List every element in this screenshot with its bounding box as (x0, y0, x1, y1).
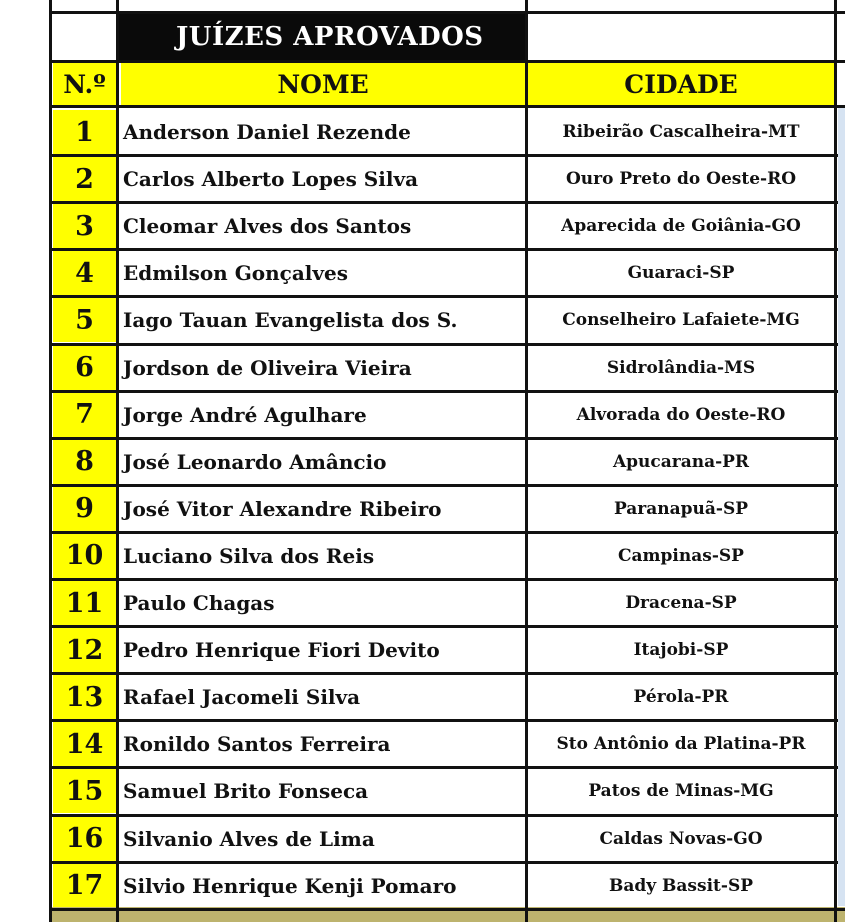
row-city: Alvorada do Oeste-RO (576, 404, 786, 425)
row-name: José Leonardo Amâncio (123, 449, 387, 474)
row-number: 12 (53, 628, 116, 672)
row-city: Pérola-PR (633, 687, 729, 708)
row-name: Iago Tauan Evangelista dos S. (123, 308, 458, 333)
row-number: 5 (53, 298, 116, 342)
header-city: CIDADE (528, 62, 834, 107)
row-name: Paulo Chagas (123, 591, 275, 616)
row-city: Sto Antônio da Platina-PR (556, 734, 806, 755)
grid-hline (49, 578, 845, 581)
row-city: Dracena-SP (625, 593, 737, 614)
row-name: Luciano Silva dos Reis (123, 543, 375, 568)
row-name: Silvio Henrique Kenji Pomaro (123, 873, 457, 898)
grid-hline (49, 11, 845, 14)
row-name: Anderson Daniel Rezende (123, 120, 411, 145)
row-city: Patos de Minas-MG (588, 781, 774, 802)
row-number: 13 (53, 675, 116, 719)
row-city: Conselheiro Lafaiete-MG (562, 310, 800, 331)
row-city: Apucarana-PR (612, 451, 750, 472)
grid-vline (834, 0, 837, 922)
grid-hline (49, 60, 845, 63)
row-number: 1 (53, 110, 116, 154)
grid-hline (49, 861, 845, 864)
next-column-fill (838, 108, 845, 906)
row-name: Jorge André Agulhare (123, 402, 367, 427)
row-name: Ronildo Santos Ferreira (123, 732, 391, 757)
row-number: 14 (53, 722, 116, 766)
grid-hline (49, 908, 845, 911)
row-number: 2 (53, 157, 116, 201)
row-city: Ribeirão Cascalheira-MT (562, 122, 800, 143)
row-number: 4 (53, 251, 116, 295)
grid-hline (49, 437, 845, 440)
row-name: Jordson de Oliveira Vieira (123, 355, 412, 380)
table-title: JUÍZES APROVADOS (118, 14, 526, 60)
row-city: Ouro Preto do Oeste-RO (565, 169, 797, 190)
row-city: Caldas Novas-GO (599, 828, 763, 849)
row-name: Cleomar Alves dos Santos (123, 214, 412, 239)
row-number: 3 (53, 204, 116, 248)
grid-hline (49, 766, 845, 769)
row-name: Pedro Henrique Fiori Devito (123, 638, 440, 663)
row-number: 17 (53, 864, 116, 908)
row-city: Aparecida de Goiânia-GO (561, 216, 801, 237)
grid-hline (49, 814, 845, 817)
row-number: 15 (53, 769, 116, 813)
row-city: Itajobi-SP (633, 640, 729, 661)
header-name: NOME (121, 62, 525, 107)
row-name: Silvanio Alves de Lima (123, 826, 375, 851)
row-number: 16 (53, 817, 116, 861)
row-city: Paranapuã-SP (613, 498, 749, 519)
row-number: 7 (53, 393, 116, 437)
grid-vline (525, 0, 528, 922)
row-number: 9 (53, 487, 116, 531)
row-name: Samuel Brito Fonseca (123, 779, 369, 804)
row-name: Rafael Jacomeli Silva (123, 685, 361, 710)
row-name: Edmilson Gonçalves (123, 261, 348, 286)
grid-hline (49, 484, 845, 487)
grid-vline (49, 0, 52, 922)
row-city: Campinas-SP (618, 545, 744, 566)
header-number: N.º (53, 62, 116, 107)
row-number: 10 (53, 534, 116, 578)
grid-hline (49, 625, 845, 628)
grid-hline (49, 719, 845, 722)
grid-hline (49, 248, 845, 251)
row-number: 11 (53, 581, 116, 625)
row-number: 6 (53, 346, 116, 390)
grid-hline (49, 672, 845, 675)
grid-vline (116, 0, 119, 922)
grid-hline (49, 390, 845, 393)
row-city: Sidrolândia-MS (606, 357, 756, 378)
row-name: José Vitor Alexandre Ribeiro (123, 496, 442, 521)
grid-hline (49, 531, 845, 534)
grid-hline (49, 154, 845, 157)
grid-hline (49, 201, 845, 204)
row-name: Carlos Alberto Lopes Silva (123, 167, 419, 192)
grid-hline (49, 105, 845, 108)
row-city: Guaraci-SP (627, 263, 735, 284)
grid-hline (49, 295, 845, 298)
row-city: Bady Bassit-SP (608, 875, 754, 896)
row-number: 8 (53, 440, 116, 484)
grid-hline (49, 343, 845, 346)
